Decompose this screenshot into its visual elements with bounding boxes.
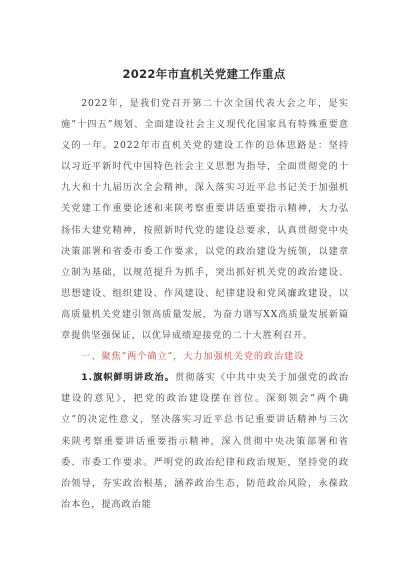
document-title: 2022年市直机关党建工作重点 — [122, 67, 286, 81]
item-text: 贯彻落实《中共中央关于加强党的政治建设的意见》，把党的政治建设摆在首位。深刻领会”两个确立”的决定性意义，坚决落实习近平总书记重要讲话精神与三次来陕考察重要讲话重要指示精神，深入贯彻中央决策部署和省委、市委工作要求。严明党的政治纪律和政治规矩，坚持党的政治领导，夯实政治根基，涵养政治生态，防范政治风险，永葆政治本色，提高政治能 — [61, 372, 349, 510]
section-heading: 一、聚焦”两个确立”，大力加强机关党的政治建设 — [81, 351, 305, 363]
intro-paragraph: 2022年，是我们党召开第二十次全国代表大会之年，是实施”十四五”规划、全面建设社会主义现代化国家具有特殊重要意义的一年。2022年市直机关党的建设工作的总体思路是：坚持以习近平新时代中国特色社会主义思想为指导，全面贯彻党的十九大和十九届历次全会精神，深入落实习近平总书记关于加强机关党建工作重要论述和来陕考察重要讲话重要指示精神，大力弘扬伟大建党精神，按照新时代党的建设总要求，认真贯彻党中央决策部署和省委市委工作要求，以党的政治建设为统领，以建章立制为基础，以规范提升为抓手，突出抓好机关党的政治建设、思想建设、组织建设、作风建设、纪律建设和党风廉政建设，以高质量机关党建引领高质量发展，为奋力谱写XX高质量发展新篇章提供坚强保证，以优异成绩迎接党的二十大胜利召开。 — [61, 98, 349, 342]
document-body — [61, 93, 349, 515]
item-lead: 1.旗帜鲜明讲政治。 — [81, 372, 176, 384]
item-paragraph — [61, 367, 349, 515]
